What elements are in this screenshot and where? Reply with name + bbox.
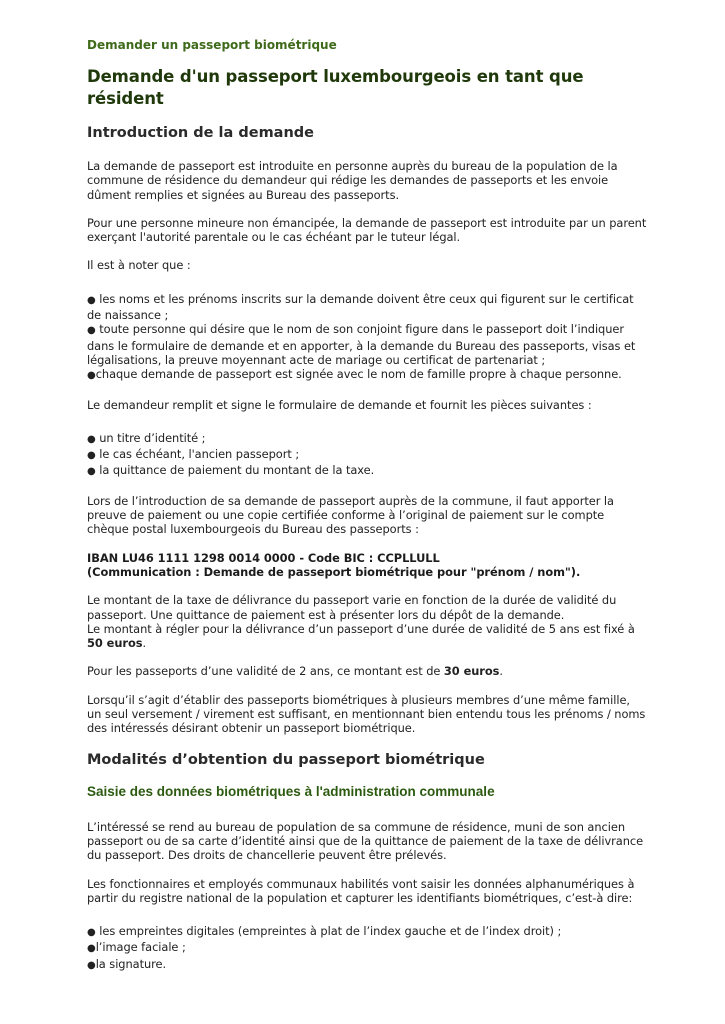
notes-list <box>87 292 647 384</box>
bullet-icon: ● <box>87 433 96 445</box>
fee-text-3-end: . <box>499 664 503 679</box>
bullet-icon: ● <box>87 294 96 306</box>
list-item <box>87 292 647 323</box>
bullet-icon: ● <box>87 466 96 478</box>
list-item-text: les empreintes digitales (empreintes à plat de l’index gauche et de l’index droit) ; <box>95 924 562 939</box>
biometric-capture-heading: Saisie des données biométriques à l'administration communale <box>87 783 495 799</box>
list-item <box>87 957 647 973</box>
list-item-text: le cas échéant, l'ancien passeport ; <box>95 447 300 462</box>
intro-paragraph-3: Il est à noter que : <box>87 258 191 273</box>
bullet-icon: ● <box>87 370 96 382</box>
modalites-paragraph-2: Les fonctionnaires et employés communaux habilités vont saisir les données alphanumériques à partir du registre national de la population et capturer les identifiants biométriques, c’est-à dire: <box>87 876 635 905</box>
list-item-text: chaque demande de passeport est signée avec le nom de famille propre à chaque personne. <box>95 367 622 382</box>
list-item <box>87 463 647 479</box>
modalites-paragraph-1: L’intéressé se rend au bureau de population de sa commune de résidence, muni de son ancien passeport ou de sa carte d’identité ainsi que de la quittance de paiement de la taxe de délivrance du passeport. Des droits de chancellerie peuvent être prélevés. <box>87 819 644 863</box>
list-item-text: l’image faciale ; <box>95 940 186 955</box>
intro-heading: Introduction de la demande <box>87 125 315 141</box>
identifiers-list <box>87 924 647 973</box>
intro-paragraph-1: La demande de passeport est introduite en personne auprès du bureau de la population de la commune de résidence du demandeur qui rédige les demandes de passeports et les envoie dûment remplies et signées au Bureau des passeports. <box>87 159 618 202</box>
fee-amount-2-years: 30 euros <box>443 664 500 679</box>
list-item <box>87 367 647 383</box>
fee-text-1: Le montant de la taxe de délivrance du passeport varie en fonction de la durée de validité du passeport. Une quittance de paiement est à présenter lors du dépôt de la demande. <box>87 593 617 622</box>
list-item-text: les noms et les prénoms inscrits sur la demande doivent être ceux qui figurent sur le certificat de naissance ; <box>87 291 634 323</box>
intro-paragraph-5: Lors de l’introduction de sa demande de passeport auprès de la commune, il faut apporter la preuve de paiement ou une copie certifiée conforme à l’original de paiement sur le compte chèque postal luxembourgeois du Bureau des passeports : <box>87 493 614 537</box>
list-item <box>87 431 647 447</box>
fee-text-3: Pour les passeports d’une validité de 2 ans, ce montant est de <box>87 664 444 679</box>
communication-line: (Communication : Demande de passeport biométrique pour "prénom / nom"). <box>87 564 581 579</box>
list-item <box>87 940 647 956</box>
list-item-text: la quittance de paiement du montant de la taxe. <box>95 463 375 478</box>
list-item-text: la signature. <box>95 956 167 971</box>
bullet-icon: ● <box>87 943 96 955</box>
intro-paragraph-2: Pour une personne mineure non émancipée, la demande de passeport est introduite par un parent exerçant l'autorité parentale ou le cas échéant par le tuteur légal. <box>87 215 647 245</box>
breadcrumb[interactable]: Demander un passeport biométrique <box>87 38 337 52</box>
list-item <box>87 322 647 367</box>
fee-amount-5-years: 50 euros <box>87 636 143 651</box>
bullet-icon: ● <box>87 927 96 939</box>
bullet-icon: ● <box>87 325 96 337</box>
list-item-text: un titre d’identité ; <box>95 430 206 445</box>
fee-paragraph <box>87 593 647 650</box>
list-item <box>87 924 647 940</box>
list-item <box>87 447 647 463</box>
document-page <box>87 38 647 987</box>
fee-text-2-end: . <box>142 636 147 651</box>
fee-text-2: Le montant à régler pour la délivrance d’un passeport d’une durée de validité de 5 ans est fixé à <box>87 621 635 636</box>
list-item-text: toute personne qui désire que le nom de son conjoint figure dans le passeport doit l’indiquer dans le formulaire de demande et en apporter, à la demande du Bureau des passeports, visas et légalisations, la preuve moyennant acte de mariage ou certificat de partenariat ; <box>87 322 636 367</box>
fee-2-years-paragraph <box>87 664 647 678</box>
documents-list <box>87 431 647 480</box>
bullet-icon: ● <box>87 959 96 971</box>
bullet-icon: ● <box>87 450 96 462</box>
family-paragraph: Lorsqu’il s’agit d’établir des passeports biométriques à plusieurs membres d’une même famille, un seul versement / virement est suffisant, en mentionnant bien entendu tous les prénoms / noms des intéressés désirant obtenir un passeport biométrique. <box>87 692 646 736</box>
page-title: Demande d'un passeport luxembourgeois en tant que résident <box>87 67 584 108</box>
intro-paragraph-4: Le demandeur remplit et signe le formulaire de demande et fournit les pièces suivantes : <box>87 397 592 412</box>
iban-line: IBAN LU46 1111 1298 0014 0000 - Code BIC : CCPLLULL <box>87 550 440 565</box>
payment-details <box>87 551 647 580</box>
modalites-heading: Modalités d’obtention du passeport biométrique <box>87 751 485 768</box>
